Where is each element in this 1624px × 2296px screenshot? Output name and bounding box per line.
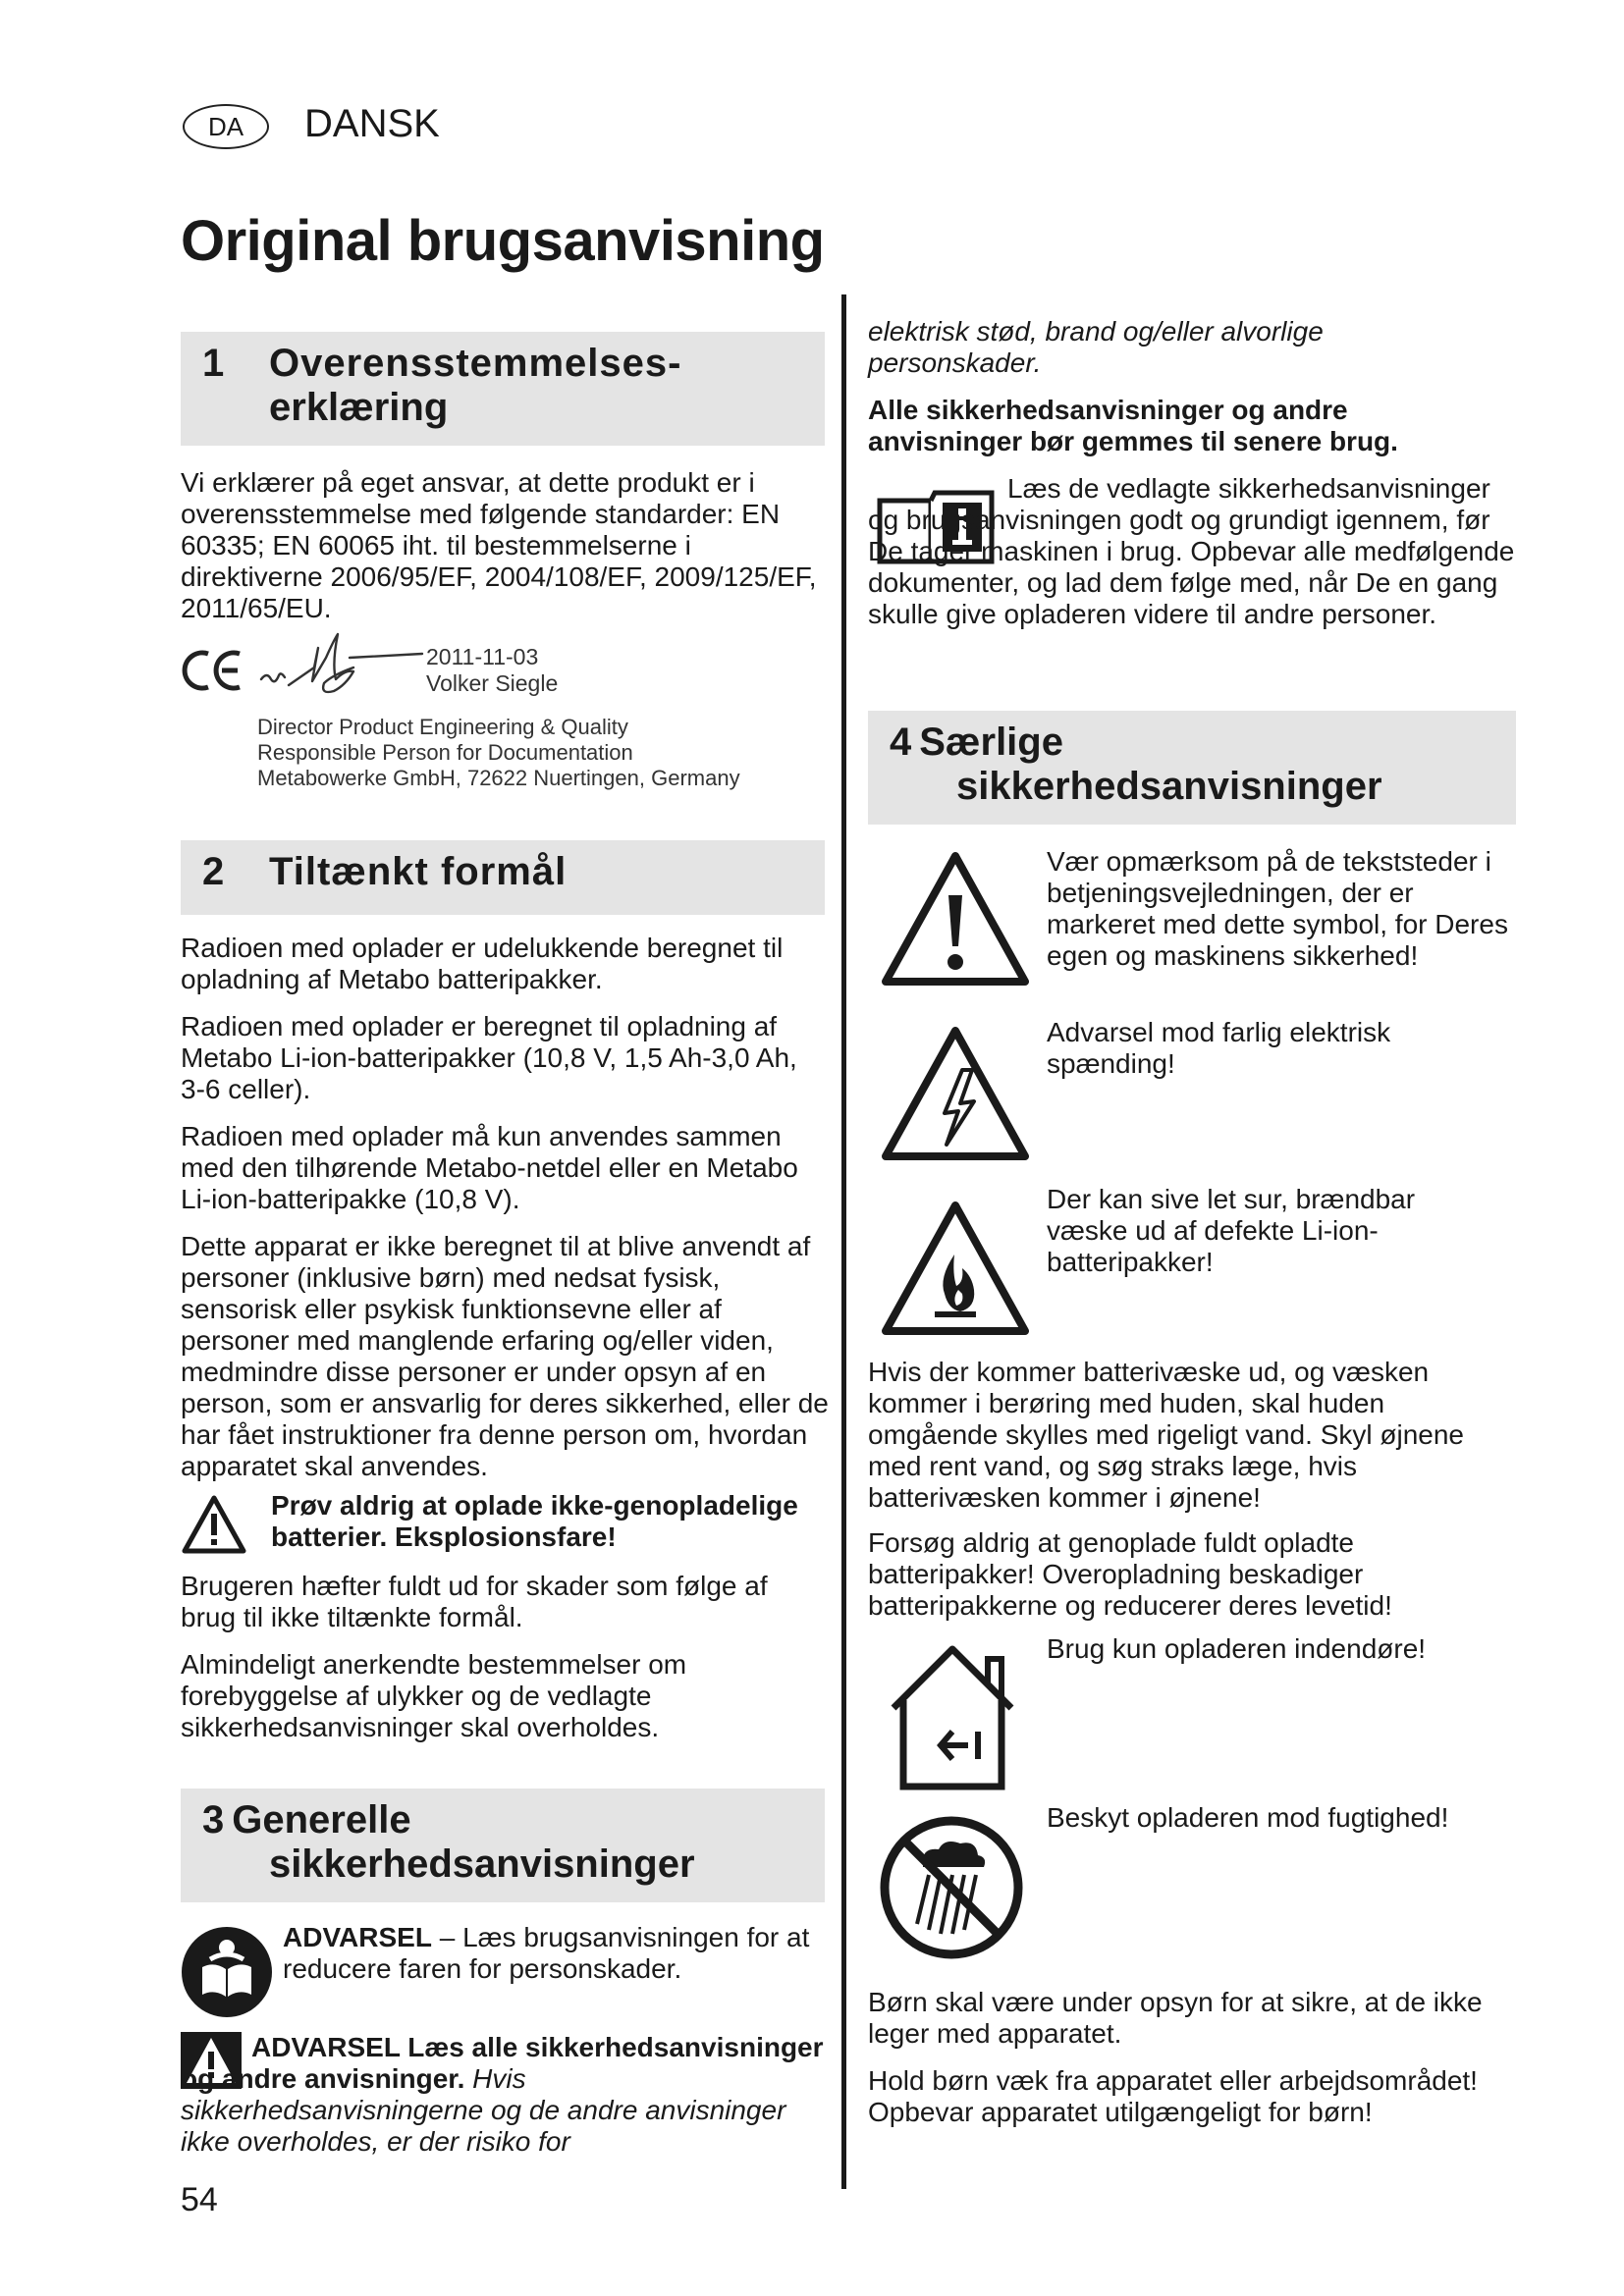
section-4-title-line1: Særlige bbox=[919, 721, 1063, 764]
cert-role1: Director Product Engineering & Quality bbox=[257, 715, 628, 739]
read-instructions-text: Læs de vedlagte sikkerhedsanvisninger og brugsanvisningen godt og grundigt igennem, før De tager maskinen i brug. Opbevar alle medfølgende dokumenter, og lad dem følge med, når De en gang skulle give opladeren videre til andre personer. bbox=[868, 473, 1515, 629]
section-2-para-2: Radioen med oplader er beregnet til opladning af Metabo Li-ion-batteripakker (10,8 V, 1,5 Ah-3,0 Ah, 3-6 celler). bbox=[181, 1011, 797, 1104]
section-2-para-3: Radioen med oplader må kun anvendes sammen med den tilhørende Metabo-netdel eller en Metabo Li-ion-batteripakke (10,8 V). bbox=[181, 1121, 798, 1214]
section-2-heading bbox=[181, 840, 825, 915]
section-2-para-5: Brugeren hæfter fuldt ud for skader som følge af brug til ikke tiltænkte formål. bbox=[181, 1571, 768, 1632]
certification-responsibility bbox=[257, 715, 740, 791]
section-1-title-line1: Overensstemmelses- bbox=[269, 342, 682, 385]
indoor-use-text: Brug kun opladeren indendøre! bbox=[1047, 1633, 1427, 1664]
cert-date: 2011-11-03 bbox=[426, 644, 539, 669]
section-2-para-6: Almindeligt anerkendte bestemmelser om forebyggelse af ulykker og de vedlagte sikkerhedsanvisninger skal overholdes. bbox=[181, 1649, 687, 1742]
section-3-number: 3 bbox=[202, 1798, 225, 1842]
warning-1-label: ADVARSEL bbox=[283, 1922, 432, 1952]
read-manual-icon bbox=[181, 1926, 273, 2018]
attention-warning-icon bbox=[880, 850, 1031, 989]
section-2-para-1: Radioen med oplader er udelukkende beregnet til opladning af Metabo batteripakker. bbox=[181, 933, 784, 994]
section-3-heading bbox=[181, 1789, 825, 1902]
section-2-title: Tiltænkt formål bbox=[269, 850, 568, 893]
section-4-heading bbox=[868, 711, 1516, 825]
section-1-heading bbox=[181, 332, 825, 446]
electric-warning-text: Advarsel mod farlig elektrisk spænding! bbox=[1047, 1017, 1391, 1079]
cert-signer: Volker Siegle bbox=[426, 670, 559, 696]
attention-text: Vær opmærksom på de tekststeder i betjeningsvejledningen, der er markeret med dette symbol, for Deres egen og maskinens sikkerhed! bbox=[1047, 846, 1508, 971]
section-4-para-3: Børn skal være under opsyn for at sikre, at de ikke leger med apparatet. bbox=[868, 1987, 1483, 2049]
section-1-title-line2: erklæring bbox=[269, 386, 449, 429]
document-title: Original brugsanvisning bbox=[181, 209, 825, 273]
flammable-liquid-text: Der kan sive let sur, brændbar væske ud af defekte Li-ion-batteripakker! bbox=[1047, 1184, 1416, 1277]
section-4-para-1: Hvis der kommer batterivæske ud, og væsken kommer i berøring med huden, skal huden omgående skylles med rigeligt vand. Skyl øjnene med rent vand, og søg straks læge, hvis batterivæsken kommer i øjnene! bbox=[868, 1357, 1464, 1513]
section-3-title-line1: Generelle bbox=[232, 1798, 411, 1842]
cert-company: Metabowerke GmbH, 72622 Nuertingen, Germany bbox=[257, 766, 740, 790]
section-3-title-line2: sikkerhedsanvisninger bbox=[269, 1842, 695, 1886]
no-moisture-icon bbox=[878, 1814, 1025, 1961]
cert-role2: Responsible Person for Documentation bbox=[257, 740, 633, 765]
section-2-number: 2 bbox=[202, 850, 225, 893]
section-4-number: 4 bbox=[890, 721, 912, 764]
moisture-text: Beskyt opladeren mod fugtighed! bbox=[1047, 1802, 1449, 1833]
warning-1-text: – Læs brugsanvisningen for at reducere faren for personskader. bbox=[283, 1922, 810, 1984]
warning-2-text: Hvis sikkerhedsanvisningerne og de andre anvisninger ikke overholdes, er der risiko for bbox=[181, 2063, 786, 2157]
certification-date-signer bbox=[426, 644, 558, 697]
indoor-use-icon bbox=[884, 1639, 1021, 1792]
warning-2-label: ADVARSEL Læs alle sikkerhedsanvisninger og andre anvisninger. bbox=[181, 2032, 824, 2094]
section-2-warning: Prøv aldrig at oplade ikke-genopladelige batterier. Eksplosionsfare! bbox=[271, 1490, 798, 1552]
continued-warning: elektrisk stød, brand og/eller alvorlige personskader. bbox=[868, 316, 1324, 378]
column-divider bbox=[841, 294, 846, 2189]
language-badge: DA bbox=[183, 104, 269, 149]
flammable-liquid-icon bbox=[880, 1200, 1031, 1339]
section-3-warning-1 bbox=[283, 1922, 829, 1985]
page-number: 54 bbox=[181, 2181, 218, 2218]
section-1-number: 1 bbox=[202, 342, 225, 385]
warning-triangle-icon bbox=[181, 1494, 247, 1555]
electric-hazard-icon bbox=[880, 1025, 1031, 1164]
section-3-warning-2 bbox=[181, 2032, 829, 2158]
section-4-para-2: Forsøg aldrig at genoplade fuldt opladte batteripakker! Overopladning beskadiger batteripakkerne og reducerer deres levetid! bbox=[868, 1527, 1392, 1621]
section-2-para-4: Dette apparat er ikke beregnet til at blive anvendt af personer (inklusive børn) med nedsat fysisk, sensorisk eller psykisk funktionsevne eller af personer med manglende erfaring og/eller viden, medmindre disse personer er under opsyn af en person, som er ansvarlig for deres sikkerhed, eller de har fået instruktioner fra denne person om, hvordan apparatet skal anvendes. bbox=[181, 1231, 829, 1481]
section-1-body: Vi erklærer på eget ansvar, at dette produkt er i overensstemmelse med følgende standarder: EN 60335; EN 60065 iht. til bestemmelserne i direktiverne 2006/95/EF, 2004/108/EF, 2009/125/EF, 2011/65/EU. bbox=[181, 467, 817, 623]
section-4-para-4: Hold børn væk fra apparatet eller arbejdsområdet! Opbevar apparatet utilgængeligt for børn! bbox=[868, 2065, 1478, 2127]
signature-image bbox=[255, 628, 432, 707]
ce-mark-icon bbox=[181, 648, 245, 693]
section-4-title-line2: sikkerhedsanvisninger bbox=[956, 765, 1382, 808]
keep-instructions: Alle sikkerhedsanvisninger og andre anvisninger bør gemmes til senere brug. bbox=[868, 395, 1398, 456]
language-name: DANSK bbox=[304, 102, 440, 145]
